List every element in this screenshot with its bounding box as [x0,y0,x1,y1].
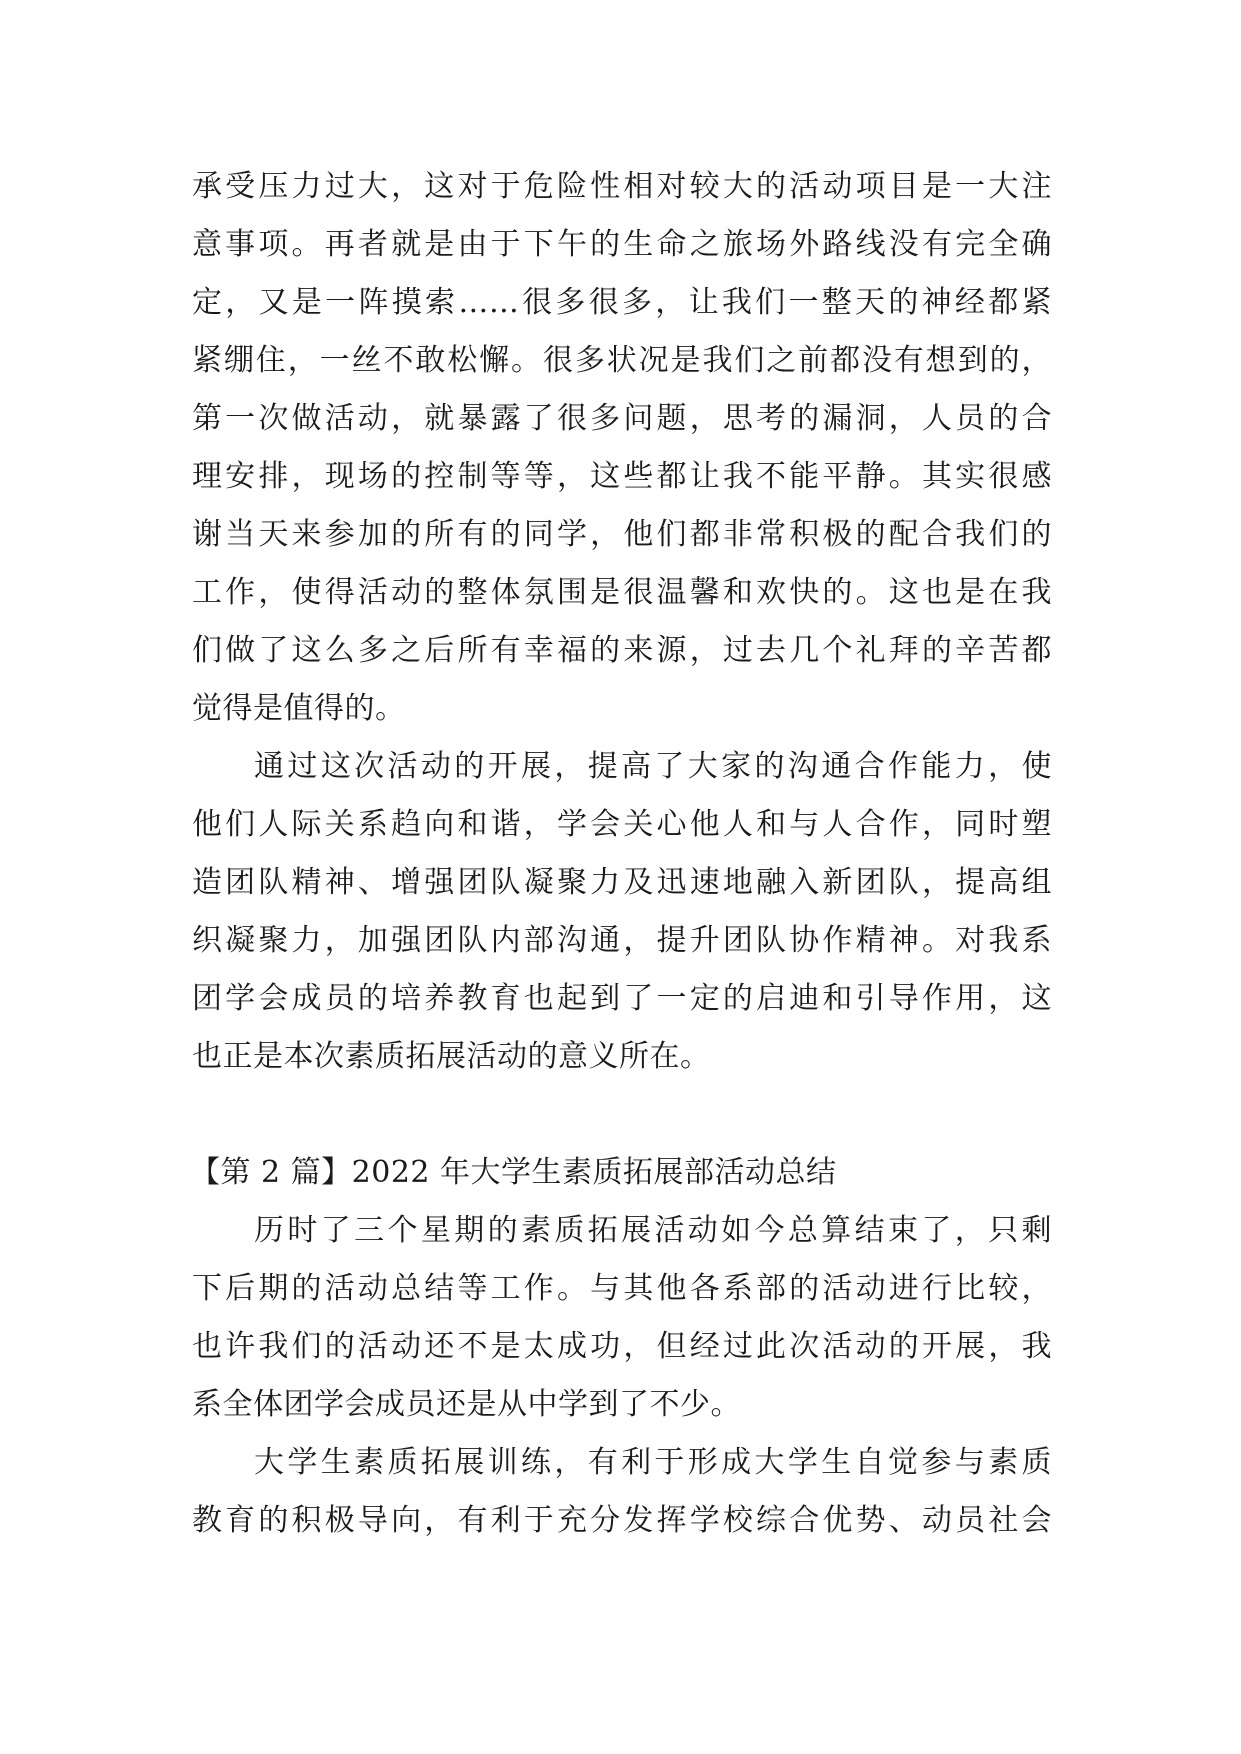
text-line: 织凝聚力，加强团队内部沟通，提升团队协作精神。对我系 [192,923,1052,958]
text-line: 紧绷住，一丝不敢松懈。很多状况是我们之前都没有想到的， [192,343,1052,378]
text-line: 觉得是值得的。 [192,691,406,726]
paragraph [192,1434,1052,1550]
text-line: 们做了这么多之后所有幸福的来源，过去几个礼拜的辛苦都 [192,633,1052,668]
paragraph [192,738,1052,1086]
text-line: 造团队精神、增强团队凝聚力及迅速地融入新团队，提高组 [192,865,1052,900]
text-line: 定，又是一阵摸索……很多很多，让我们一整天的神经都紧 [192,285,1052,320]
text-line: 通过这次活动的开展，提高了大家的沟通合作能力，使 [254,749,1052,784]
text-line: 历时了三个星期的素质拓展活动如今总算结束了，只剩 [254,1213,1052,1248]
paragraph [192,1202,1052,1434]
text-line: 团学会成员的培养教育也起到了一定的启迪和引导作用，这 [192,981,1052,1016]
text-line: 承受压力过大，这对于危险性相对较大的活动项目是一大注 [192,169,1052,204]
text-line: 第一次做活动，就暴露了很多问题，思考的漏洞，人员的合 [192,401,1052,436]
paragraph [192,158,1052,738]
text-line: 意事项。再者就是由于下午的生命之旅场外路线没有完全确 [192,227,1052,262]
text-line: 理安排，现场的控制等等，这些都让我不能平静。其实很感 [192,459,1052,494]
text-line: 系全体团学会成员还是从中学到了不少。 [192,1387,741,1422]
document-page [192,158,1052,1550]
text-line: 工作，使得活动的整体氛围是很温馨和欢快的。这也是在我 [192,575,1052,610]
text-line: 教育的积极导向，有利于充分发挥学校综合优势、动员社会 [192,1503,1052,1538]
text-line: 谢当天来参加的所有的同学，他们都非常积极的配合我们的 [192,517,1052,552]
text-line: 也许我们的活动还不是太成功，但经过此次活动的开展，我 [192,1329,1052,1364]
blank-line [192,1086,1052,1144]
text-line: 他们人际关系趋向和谐，学会关心他人和与人合作，同时塑 [192,807,1052,842]
text-line: 也正是本次素质拓展活动的意义所在。 [192,1039,711,1074]
text-line: 下后期的活动总结等工作。与其他各系部的活动进行比较， [192,1271,1052,1306]
section-heading: 【第 2 篇】2022 年大学生素质拓展部活动总结 [190,1155,837,1190]
text-line: 大学生素质拓展训练，有利于形成大学生自觉参与素质 [254,1445,1052,1480]
